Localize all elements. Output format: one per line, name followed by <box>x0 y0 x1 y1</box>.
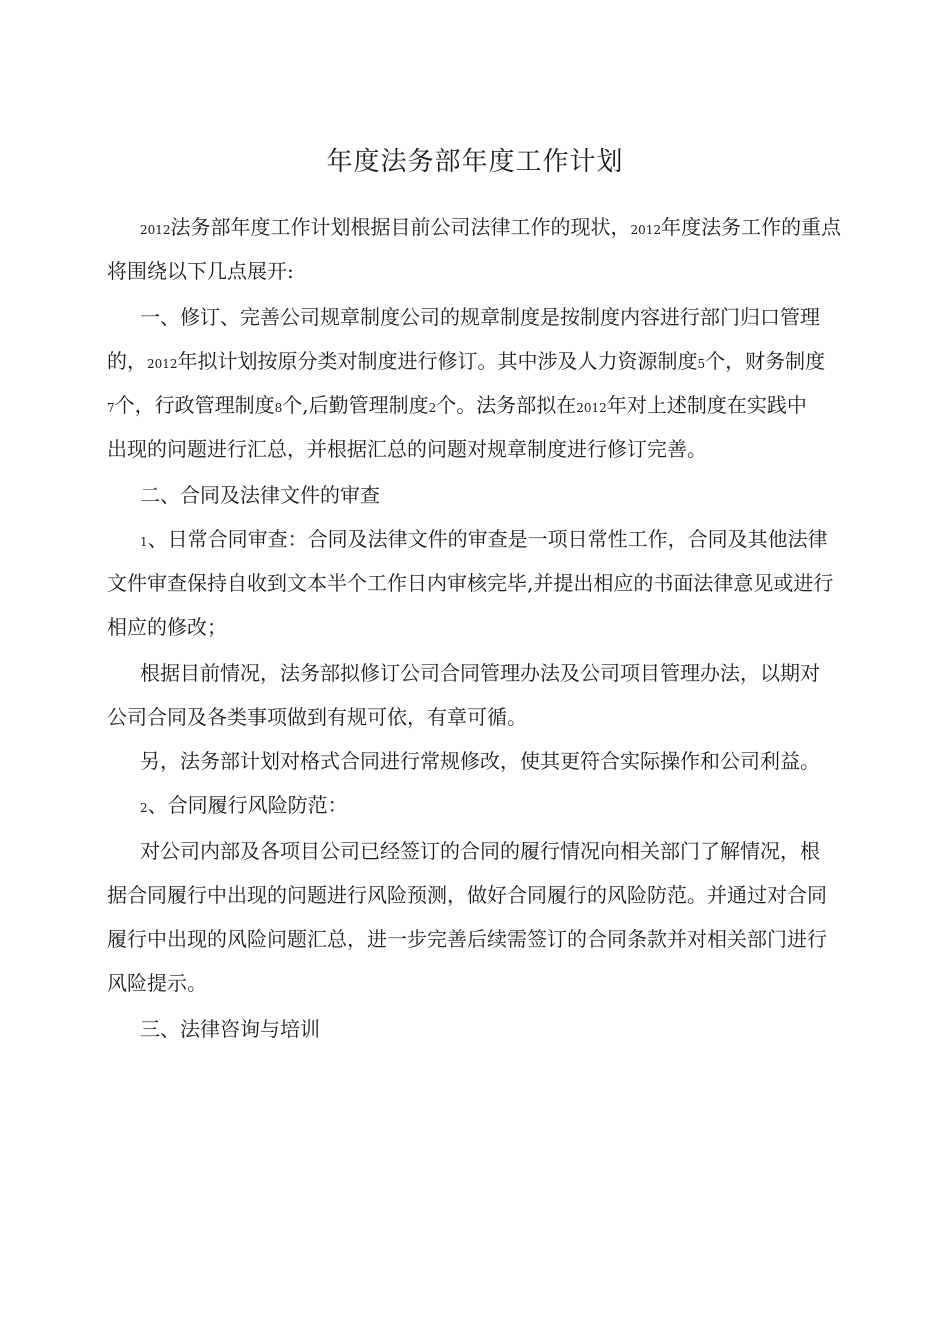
section1-text: 个，行政管理制度 <box>114 393 275 417</box>
section2-para4-line-1: 对公司内部及各项目公司已经签订的合同的履行情况向相关部门了解情况，根 <box>140 839 820 863</box>
section3-heading: 三、法律咨询与培训 <box>140 1017 320 1041</box>
section1-text: 年对上述制度在实践中 <box>606 393 807 417</box>
section2-para4-line-4: 风险提示。 <box>107 971 207 995</box>
document-title: 年度法务部年度工作计划 <box>326 147 624 177</box>
count-number: 7 <box>107 401 115 415</box>
section1-text: 的， <box>107 349 147 373</box>
section1-line-4: 出现的问题进行汇总，并根据汇总的问题对规章制度进行修订完善。 <box>107 437 707 461</box>
section1-line-1: 一、修订、完善公司规章制度公司的规章制度是按制度内容进行部门归口管理 <box>140 305 820 329</box>
section1-text: 个,后勤管理制度 <box>282 393 429 417</box>
intro-text: 年度法务工作的重点 <box>661 215 842 239</box>
intro-text: 法务部年度工作计划根据目前公司法律工作的现状， <box>170 215 631 239</box>
intro-line-1 <box>140 212 900 245</box>
year-number: 2012 <box>576 401 607 415</box>
section1-line-2 <box>107 346 867 379</box>
count-number: 2 <box>428 401 437 415</box>
item-number: 1 <box>140 535 148 549</box>
section2-para2-line-2: 公司合同及各类事项做到有规可依，有章可循。 <box>107 705 527 729</box>
section2-text: 、日常合同审查：合同及法律文件的审查是一项日常性工作，合同及其他法律 <box>147 527 828 551</box>
section2-item2 <box>140 790 900 823</box>
year-number: 2012 <box>630 223 662 237</box>
section1-text: 年拟计划按原分类对制度进行修订。其中涉及人力资源制度 <box>177 349 698 373</box>
section2-para2-line-1: 根据目前情况，法务部拟修订公司合同管理办法及公司项目管理办法，以期对 <box>140 661 820 685</box>
count-number: 8 <box>274 401 283 415</box>
section2-item1-line-3: 相应的修改； <box>107 615 227 639</box>
section2-text: 、合同履行风险防范： <box>147 793 348 817</box>
section1-text: 个，财务制度 <box>705 349 826 373</box>
section1-text: 个。法务部拟在 <box>436 393 577 417</box>
count-number: 5 <box>697 357 706 371</box>
section2-para4-line-3: 履行中出现的风险问题汇总，进一步完善后续需签订的合同条款并对相关部门进行 <box>107 927 827 951</box>
year-number: 2012 <box>140 223 171 237</box>
item-number: 2 <box>140 801 148 815</box>
section2-para3: 另，法务部计划对格式合同进行常规修改，使其更符合实际操作和公司利益。 <box>140 749 820 773</box>
intro-line-2: 将围绕以下几点展开: <box>107 259 294 283</box>
year-number: 2012 <box>147 357 178 371</box>
section2-para4-line-2: 据合同履行中出现的问题进行风险预测，做好合同履行的风险防范。并通过对合同 <box>107 883 827 907</box>
section2-heading: 二、合同及法律文件的审查 <box>140 483 380 507</box>
section2-item1-line-1 <box>140 524 900 557</box>
section2-item1-line-2: 文件审查保持自收到文本半个工作日内审核完毕,并提出相应的书面法律意见或进行 <box>107 571 834 595</box>
section1-line-3 <box>107 390 867 423</box>
